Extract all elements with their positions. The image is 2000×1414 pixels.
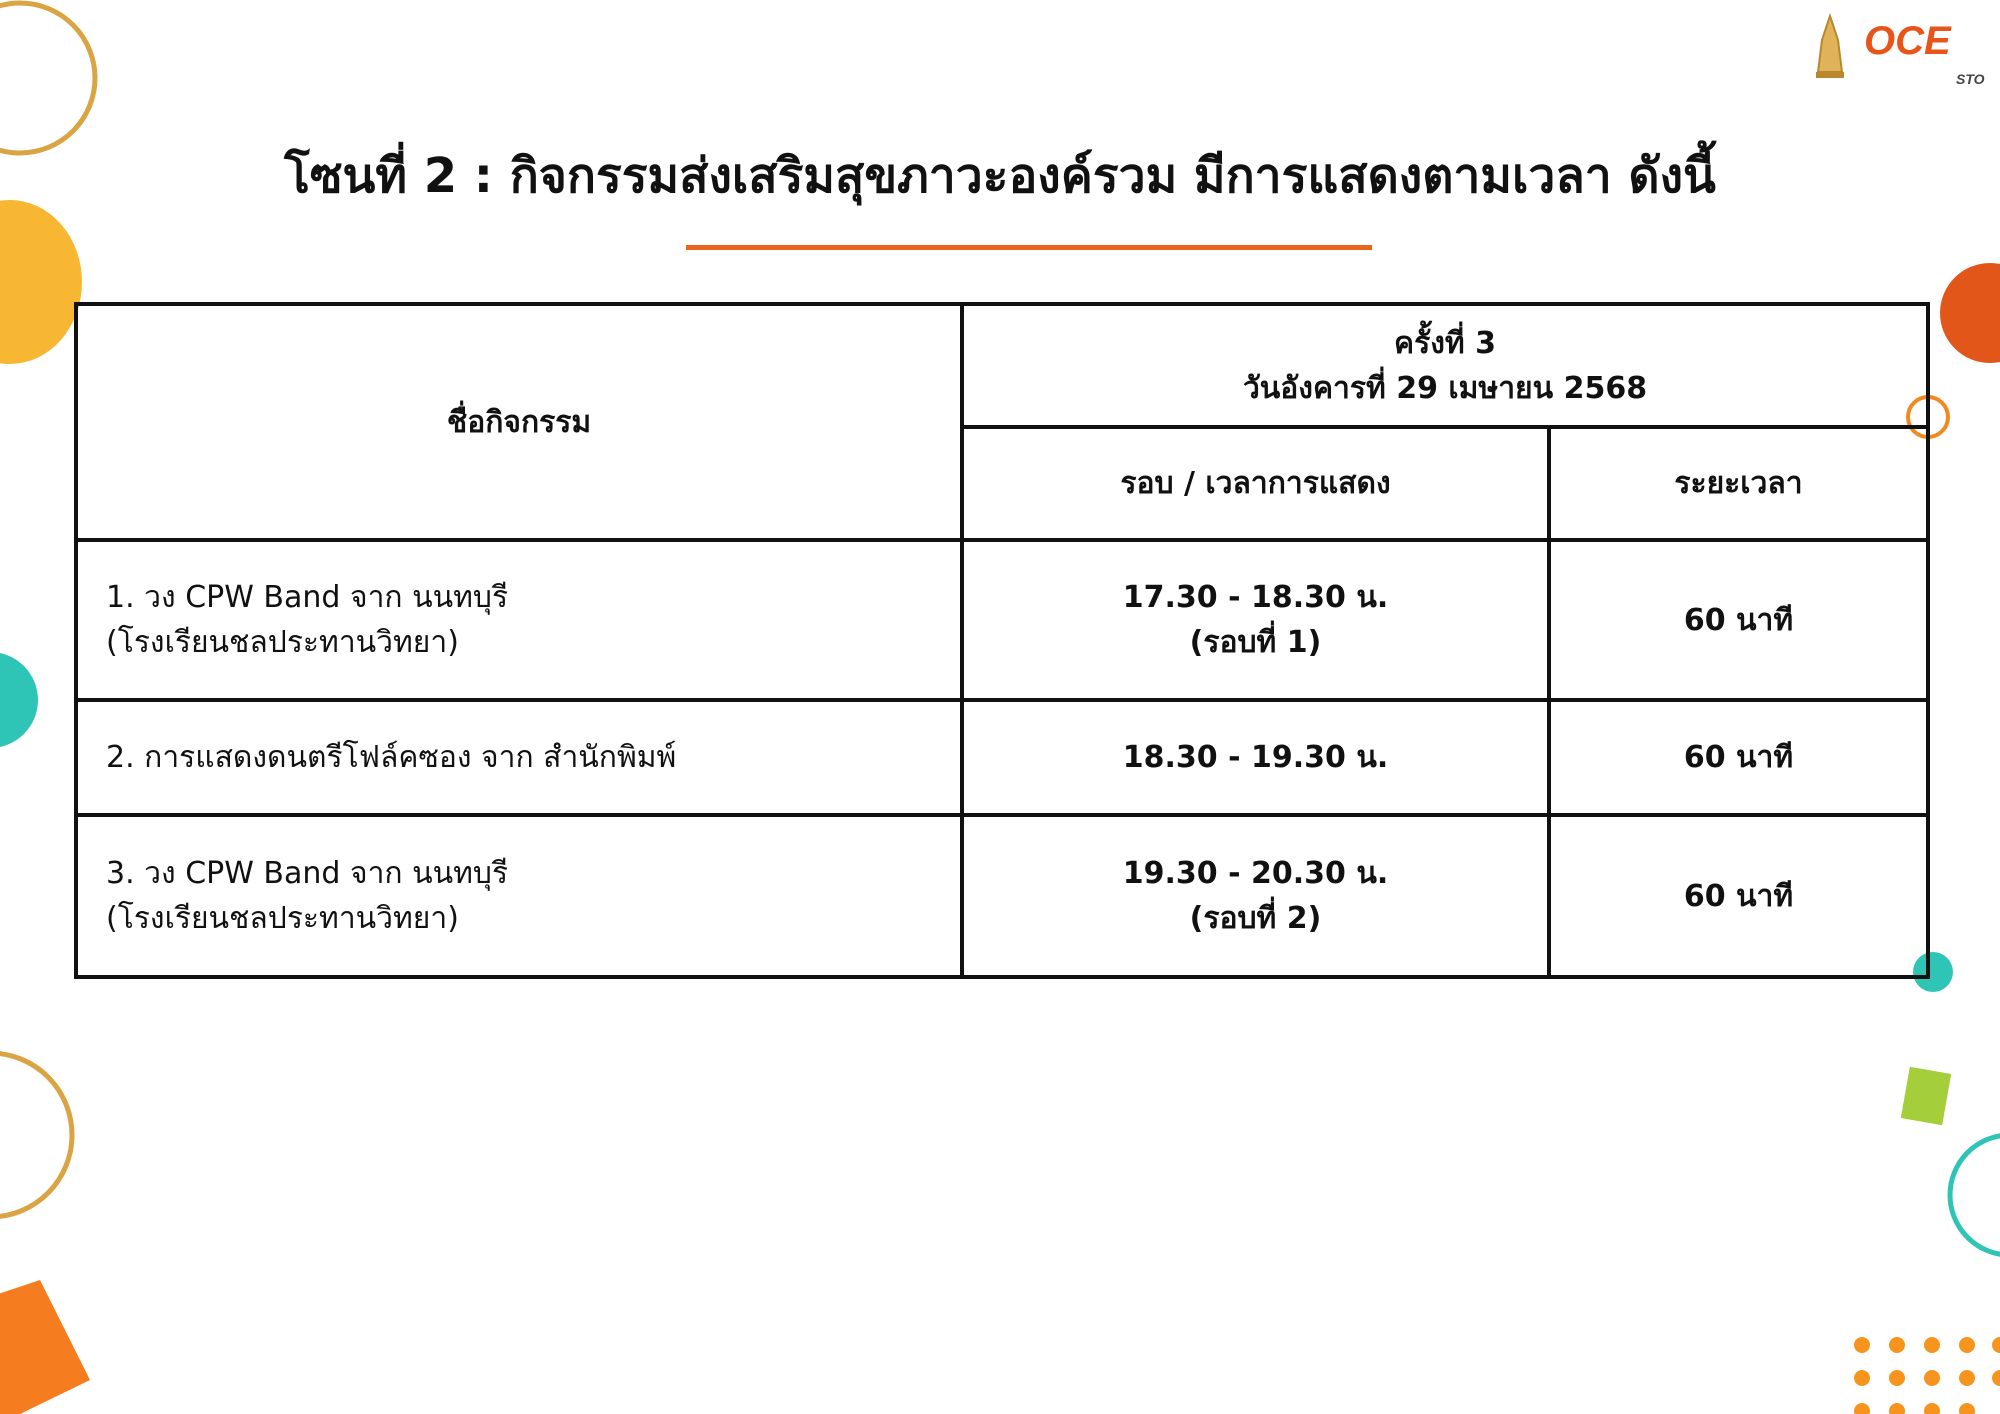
- show-round: (รอบที่ 2): [1189, 901, 1322, 936]
- show-round: (รอบที่ 1): [1189, 625, 1322, 660]
- emblem-icon: [1800, 10, 1990, 90]
- title-underline: [686, 245, 1372, 250]
- activity-venue: (โรงเรียนชลประทานวิทยา): [106, 901, 459, 936]
- activity-cell: [76, 700, 962, 815]
- duration-cell: 60 นาที: [1549, 540, 1928, 700]
- time-cell: [962, 540, 1549, 700]
- time-cell: [962, 700, 1549, 815]
- table-header-row: [76, 304, 1928, 427]
- activity-column-header: ชื่อกิจกรรม: [76, 304, 962, 540]
- gold-ring-decoration: [0, 3, 95, 153]
- activity-name: 1. วง CPW Band จาก นนทบุรี: [106, 580, 509, 615]
- show-time: 19.30 - 20.30 น.: [1122, 856, 1389, 891]
- teal-ring-decoration: [1950, 1135, 2000, 1255]
- session-header: [962, 304, 1928, 427]
- activity-venue: (โรงเรียนชลประทานวิทยา): [106, 625, 459, 660]
- svg-text:STO: STO: [1956, 71, 1985, 87]
- duration-cell: 60 นาที: [1549, 700, 1928, 815]
- time-column-header: รอบ / เวลาการแสดง: [962, 427, 1549, 540]
- table-row: [76, 815, 1928, 977]
- activity-name: 3. วง CPW Band จาก นนทบุรี: [106, 856, 509, 891]
- orange-dot-grid-decoration: [1854, 1337, 2000, 1414]
- duration-column-header: ระยะเวลา: [1549, 427, 1928, 540]
- duration-cell: 60 นาที: [1549, 815, 1928, 977]
- schedule-table: [74, 302, 1930, 979]
- yellow-blob-decoration: [0, 200, 82, 364]
- organization-logo: [1800, 10, 1990, 90]
- orange-circle-decoration: [1940, 263, 2000, 363]
- session-date: วันอังคารที่ 29 เมษายน 2568: [1242, 370, 1648, 406]
- activity-cell: [76, 540, 962, 700]
- activity-name: 2. การแสดงดนตรีโฟล์คซอง จาก สำนักพิมพ์: [106, 740, 677, 775]
- activity-cell: [76, 815, 962, 977]
- table-row: [76, 700, 1928, 815]
- lime-square-decoration: [1901, 1067, 1951, 1126]
- page-title: โซนที่ 2 : กิจกรรมส่งเสริมสุขภาวะองค์รวม มีการแสดงตามเวลา ดังนี้: [284, 148, 1716, 204]
- teal-half-circle-decoration: [0, 652, 38, 748]
- table-row: [76, 540, 1928, 700]
- show-time: 17.30 - 18.30 น.: [1122, 580, 1389, 615]
- session-title: ครั้งที่ 3: [1394, 325, 1496, 361]
- time-cell: [962, 815, 1549, 977]
- gold-ring-decoration-bottom: [0, 1053, 72, 1217]
- show-time: 18.30 - 19.30 น.: [1122, 740, 1389, 775]
- orange-square-decoration: [0, 1280, 90, 1414]
- svg-text:OCE: OCE: [1864, 19, 1951, 63]
